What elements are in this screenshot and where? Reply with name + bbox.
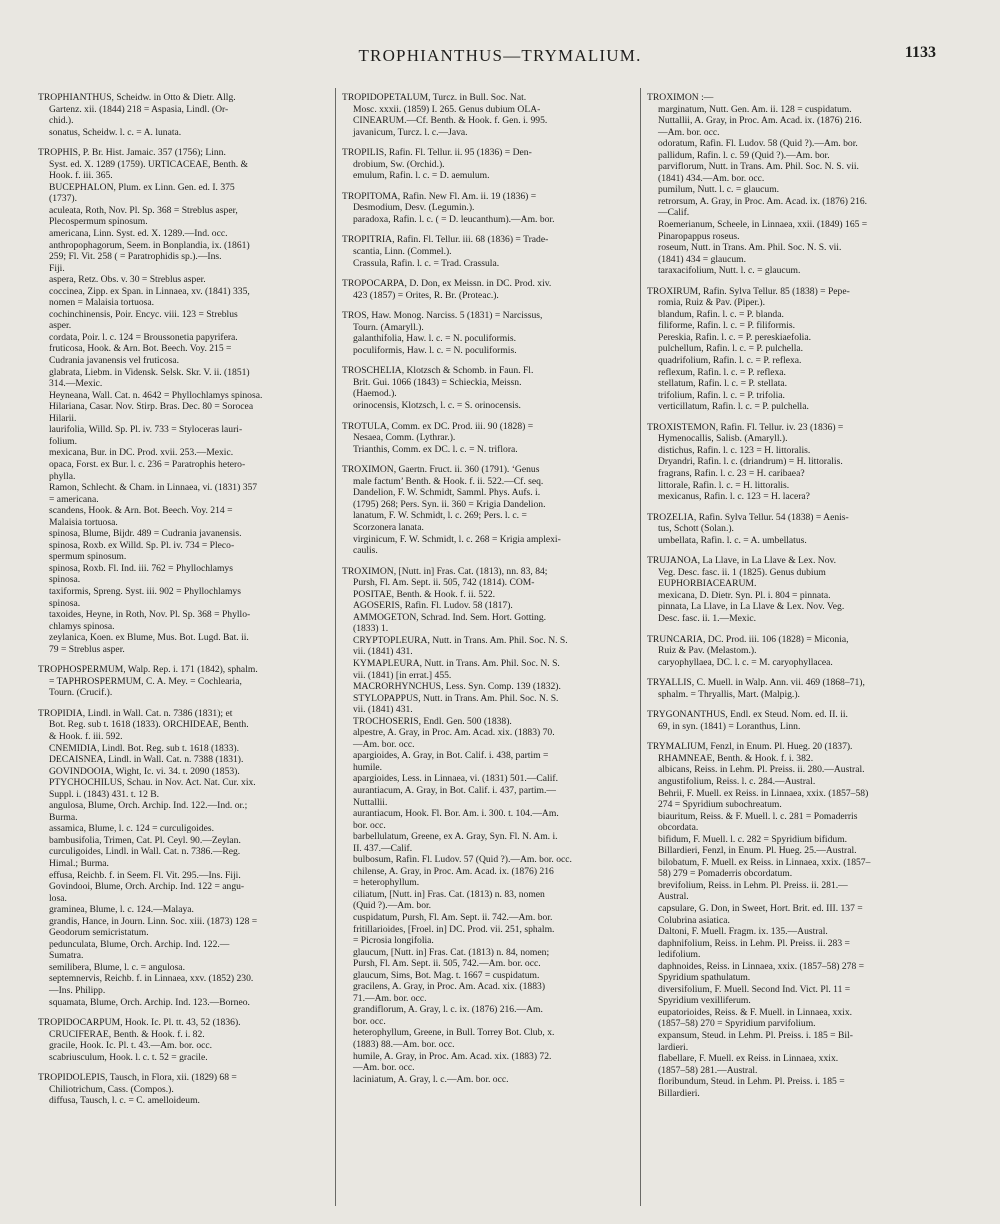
entry-line: Geodorum semicristatum. (49, 927, 149, 939)
entry-line: Malaisia tortuosa. (49, 516, 118, 528)
entry-line: (1737). (49, 193, 77, 205)
entry-heading-line: TROXIMON, [Nutt. in] Fras. Cat. (1813), nn. 83, 84; (342, 565, 548, 577)
entry-line: umbellata, Rafin. l. c. = A. umbellatus. (658, 534, 807, 546)
entry-line: parviflorum, Nutt. in Trans. Am. Phil. Soc. N. S. vii. (658, 161, 859, 173)
column-left (38, 92, 328, 1207)
index-entry (647, 555, 947, 624)
entry-line: Chiliotrichum, Cass. (Compos.). (49, 1083, 174, 1095)
entry-heading-line: TRYALLIS, C. Muell. in Walp. Ann. vii. 469 (1868–71), (647, 677, 865, 689)
index-entry (342, 464, 634, 556)
entry-line: Hymenocallis, Salisb. (Amaryll.). (658, 433, 788, 445)
entry-line: glabrata, Liebm. in Vidensk. Selsk. Skr. V. ii. (1851) (49, 366, 250, 378)
entry-line: 259; Fl. Vit. 258 ( = Paratrophidis sp.).—Ins. (49, 251, 222, 263)
entry-line: (1883) 88.—Am. bor. occ. (353, 1039, 455, 1051)
entry-heading-line: TROXIMON :— (647, 92, 714, 103)
entry-line: apargioides, Less. in Linnaea, vi. (1831) 501.—Calif. (353, 773, 558, 785)
entry-line: Desc. fasc. ii. 1.—Mexic. (658, 612, 757, 624)
entry-line: —Am. bor. occ. (353, 1062, 415, 1074)
entry-line: Daltoni, F. Muell. Fragm. ix. 135.—Austral. (658, 926, 828, 938)
entry-line: mexicanus, Rafin. l. c. 123 = H. lacera? (658, 491, 810, 503)
entry-line: Mosc. xxxii. (1859) I. 265. Genus dubium OLA- (353, 103, 541, 115)
entry-line: Pursh, Fl. Am. Sept. ii. 505, 742.—Am. bor. occ. (353, 958, 541, 970)
entry-heading-line: TROPILIS, Rafin. Fl. Tellur. ii. 95 (1836) = Den- (342, 147, 532, 159)
entry-line: 58) 279 = Pomaderris obcordatum. (658, 868, 793, 880)
entry-line: = TAPHROSPERMUM, C. A. Mey. = Cochlearia, (49, 675, 242, 687)
entry-line: filiforme, Rafin. l. c. = P. filiformis. (658, 320, 796, 332)
entry-line: Colubrina asiatica. (658, 914, 730, 926)
index-entry (647, 634, 947, 669)
entry-line: angulosa, Blume, Orch. Archip. Ind. 122.—Ind. or.; (49, 800, 248, 812)
index-entry (38, 664, 328, 699)
entry-line: Tourn. (Amaryll.). (353, 321, 424, 333)
entry-line: Spyridium spathulatum. (658, 972, 751, 984)
entry-heading-line: TRYMALIUM, Fenzl, in Enum. Pl. Hueg. 20 (1837). (647, 741, 853, 753)
entry-line: Hilarii. (49, 412, 77, 424)
entry-line: glaucum, [Nutt. in] Fras. Cat. (1813) n. 84, nomen; (353, 946, 550, 958)
entry-line: CNEMIDIA, Lindl. Bot. Reg. sub t. 1618 (1833). (49, 742, 240, 754)
entry-line: quadrifolium, Rafin. l. c. = P. reflexa. (658, 355, 802, 367)
entry-line: gracile, Hook. Ic. Pl. t. 43.—Am. bor. occ. (49, 1040, 213, 1052)
entry-line: glaucum, Sims, Bot. Mag. t. 1667 = cuspidatum. (353, 969, 540, 981)
entry-line: lardieri. (658, 1041, 689, 1053)
entry-line: Bot. Reg. sub t. 1618 (1833). ORCHIDEAE, Benth. (49, 719, 249, 731)
entry-line: Billardieri. (658, 1087, 700, 1099)
entry-line: AGOSERIS, Rafin. Fl. Ludov. 58 (1817). (353, 600, 513, 612)
entry-heading-line: TROPIDIA, Lindl. in Wall. Cat. n. 7386 (1831); et (38, 707, 233, 719)
entry-heading-line: TROXIRUM, Rafin. Sylva Tellur. 85 (1838) = Pepe- (647, 285, 850, 297)
entry-line: galanthifolia, Haw. l. c. = N. poculiformis. (353, 333, 517, 345)
entry-line: floribundum, Steud. in Lehm. Pl. Preiss. i. 185 = (658, 1076, 845, 1088)
entry-line: spinosa, Roxb. Fl. Ind. iii. 762 = Phyllochlamys (49, 562, 233, 574)
index-entry (647, 741, 947, 1099)
entry-line: vii. (1841) 431. (353, 646, 413, 658)
entry-line: orinocensis, Klotzsch, l. c. = S. orinocensis. (353, 400, 521, 412)
entry-line: curculigoides, Lindl. in Wall. Cat. n. 7386.—Reg. (49, 846, 241, 858)
entry-line: bambusifolia, Trimen, Cat. Pl. Ceyl. 90.—Zeylan. (49, 834, 241, 846)
entry-line: scantia, Linn. (Commel.). (353, 246, 452, 258)
entry-line: aurantiacum, A. Gray, in Bot. Calif. i. 437, partim.— (353, 784, 556, 796)
entry-line: taxiformis, Spreng. Syst. iii. 902 = Phyllochlamys (49, 585, 241, 597)
entry-line: sphalm. = Thryallis, Mart. (Malpig.). (658, 688, 800, 700)
entry-line: bilobatum, F. Muell. ex Reiss. in Linnaea, xxix. (1857– (658, 856, 871, 868)
entry-line: vii. (1841) 431. (353, 704, 413, 716)
entry-line: Fiji. (49, 262, 65, 274)
index-entry (342, 234, 634, 269)
entry-line: diversifolium, F. Muell. Second Ind. Vict. Pl. 11 = (658, 983, 851, 995)
entry-line: eupatorioides, Reiss. & F. Muell. in Linnaea, xxix. (658, 1006, 853, 1018)
entry-line: retrorsum, A. Gray, in Proc. Am. Acad. ix. (1876) 216. (658, 195, 868, 207)
entry-line: = heterophyllum. (353, 877, 420, 889)
entry-line: (1857–58) 281.—Austral. (658, 1064, 758, 1076)
index-entry (38, 708, 328, 1008)
entry-line: coccinea, Zipp. ex Span. in Linnaea, xv. (1841) 335, (49, 285, 250, 297)
entry-line: Spyridium vexilliferum. (658, 995, 751, 1007)
entry-line: (Quid ?).—Am. bor. (353, 900, 432, 912)
entry-line: Pereskia, Rafin. l. c. = P. pereskiaefolia. (658, 331, 812, 343)
entry-line: pumilum, Nutt. l. c. = glaucum. (658, 184, 780, 196)
entry-line: Pinaropappus roseus. (658, 230, 740, 242)
entry-line: Himal.; Burma. (49, 858, 109, 869)
entry-line: Hilariana, Casar. Nov. Stirp. Bras. Dec. 80 = Sorocea (49, 401, 254, 413)
entry-line: Syst. ed. X. 1289 (1759). URTICACEAE, Benth. & (49, 158, 249, 170)
entry-line: americana, Linn. Syst. ed. X. 1289.—Ind. occ. (49, 228, 228, 240)
page-number: 1133 (904, 44, 936, 61)
entry-line: pedunculata, Blume, Orch. Archip. Ind. 122.— (49, 938, 230, 950)
entry-line: emulum, Rafin. l. c. = D. aemulum. (353, 170, 490, 182)
entry-line: Brit. Gui. 1066 (1843) = Schieckia, Meissn. (353, 376, 522, 388)
entry-line: littorale, Rafin. l. c. = H. littoralis. (658, 479, 790, 491)
entry-line: laciniatum, A. Gray, l. c.—Am. bor. occ. (353, 1073, 509, 1085)
entry-line: paradoxa, Rafin. l. c. ( = D. leucanthum).—Am. bor. (353, 213, 555, 225)
running-head: TROPHIANTHUS—TRYMALIUM. (358, 46, 642, 65)
index-entry (647, 422, 947, 503)
entry-line: = Picrosia longifolia. (353, 935, 434, 947)
entry-line: scabriusculum, Hook. l. c. t. 52 = gracile. (49, 1051, 208, 1063)
entry-line: Veg. Desc. fasc. ii. 1 (1825). Genus dubium (658, 566, 826, 578)
entry-line: 314.—Mexic. (49, 378, 103, 390)
entry-heading-line: TROXIMON, Gaertn. Fruct. ii. 360 (1791). ‘Genus (342, 464, 540, 476)
entry-line: scandens, Hook. & Arn. Bot. Beech. Voy. 214 = (49, 505, 233, 517)
entry-line: diffusa, Tausch, l. c. = C. amelloideum. (49, 1095, 200, 1107)
entry-line: 69, in syn. (1841) = Loranthus, Linn. (658, 720, 801, 732)
entry-line: (1795) 268; Pers. Syn. ii. 360 = Krigia Dandelion. (353, 498, 546, 510)
entry-line: aculeata, Roth, Nov. Pl. Sp. 368 = Streblus asper, (49, 204, 238, 216)
entry-line: CRYPTOPLEURA, Nutt. in Trans. Am. Phil. Soc. N. S. (353, 634, 568, 646)
entry-line: fritillarioides, [Froel. in] DC. Prod. vii. 251, sphalm. (353, 923, 555, 935)
entry-line: nomen = Malaisia tortuosa. (49, 297, 155, 309)
index-entry (342, 191, 634, 226)
entry-line: Hook. f. iii. 365. (49, 170, 113, 182)
entry-line: Nuttallii, A. Gray, in Proc. Am. Acad. ix. (1876) 216. (658, 115, 862, 127)
entry-line: spermum spinosum. (49, 551, 127, 563)
entry-line: CRUCIFERAE, Benth. & Hook. f. i. 82. (49, 1028, 205, 1040)
entry-line: —Calif. (658, 207, 690, 219)
entry-line: Austral. (658, 891, 689, 903)
entry-line: spinosa, Roxb. ex Willd. Sp. Pl. iv. 734 = Pleco- (49, 539, 235, 551)
entry-line: grandiflorum, A. Gray, l. c. ix. (1876) 216.—Am. (353, 1004, 543, 1016)
entry-line: drobium, Sw. (Orchid.). (353, 158, 445, 170)
index-entry (38, 147, 328, 655)
entry-line: caulis. (353, 545, 378, 557)
index-entry (38, 92, 328, 138)
entry-line: CINEARUM.—Cf. Benth. & Hook. f. Gen. i. 995. (353, 115, 548, 127)
entry-line: biauritum, Reiss. & F. Muell. l. c. 281 = Pomaderris (658, 810, 858, 822)
entry-line: bor. occ. (353, 819, 386, 831)
entry-line: Trianthis, Comm. ex DC. l. c. = N. triflora. (353, 443, 518, 455)
entry-line: septemnervis, Reichb. f. in Linnaea, xxv. (1852) 230. (49, 973, 254, 985)
entry-line: ledifolium. (658, 949, 701, 961)
entry-line: heterophyllum, Greene, in Bull. Torrey Bot. Club, x. (353, 1027, 555, 1039)
column-middle (342, 92, 634, 1207)
entry-line: Suppl. i. (1843) 431. t. 12 B. (49, 788, 160, 800)
entry-line: mexicana, Bur. in DC. Prod. xvii. 253.—Mexic. (49, 447, 234, 459)
entry-line: graminea, Blume, l. c. 124.—Malaya. (49, 904, 194, 916)
entry-line: blandum, Rafin. l. c. = P. blanda. (658, 308, 784, 320)
entry-line: brevifolium, Reiss. in Lehm. Pl. Preiss. ii. 281.— (658, 879, 848, 891)
entry-line: PTYCHOCHILUS, Schau. in Nov. Act. Nat. Cur. xix. (49, 777, 256, 789)
entry-line: (1833) 1. (353, 623, 389, 635)
entry-line: spinosa, Blume, Bijdr. 489 = Cudrania javanensis. (49, 528, 242, 540)
entry-line: KYMAPLEURA, Nutt. in Trans. Am. Phil. Soc. N. S. (353, 657, 560, 669)
index-entry (647, 286, 947, 413)
entry-line: —Ins. Philipp. (49, 985, 106, 997)
entry-line: (1841) 434 = glaucum. (658, 253, 747, 265)
entry-line: Dandelion, F. W. Schmidt, Samml. Phys. Aufs. i. (353, 487, 541, 499)
entry-line: 79 = Streblus asper. (49, 643, 125, 655)
entry-line: marginatum, Nutt. Gen. Am. ii. 128 = cuspidatum. (658, 103, 852, 115)
entry-line: pinnata, La Llave, in La Llave & Lex. Nov. Veg. (658, 601, 845, 613)
entry-line: MACRORHYNCHUS, Less. Syn. Comp. 139 (1832). (353, 681, 561, 693)
entry-line: STYLOPAPPUS, Nutt. in Trans. Am. Phil. Soc. N. S. (353, 692, 559, 704)
entry-line: Crassula, Rafin. l. c. = Trad. Crassula. (353, 257, 500, 269)
entry-line: squamata, Blume, Orch. Archip. Ind. 123.—Borneo. (49, 996, 250, 1008)
entry-line: 423 (1857) = Orites, R. Br. (Proteac.). (353, 289, 499, 301)
entry-line: —Am. bor. occ. (658, 126, 720, 138)
entry-heading-line: TROS, Haw. Monog. Narciss. 5 (1831) = Narcissus, (342, 310, 543, 322)
entry-line: Nuttallii. (353, 796, 388, 808)
entry-heading-line: TROTULA, Comm. ex DC. Prod. iii. 90 (1828) = (342, 420, 534, 432)
entry-line: pulchellum, Rafin. l. c. = P. pulchella. (658, 343, 804, 355)
entry-line: humile. (353, 761, 383, 773)
entry-line: (1841) 434.—Am. bor. occ. (658, 172, 765, 184)
entry-heading-line: TROPITOMA, Rafin. New Fl. Am. ii. 19 (1836) = (342, 190, 537, 202)
entry-line: capsulare, G. Don, in Sweet, Hort. Brit. ed. III. 137 = (658, 903, 863, 914)
index-entry (647, 709, 947, 732)
entry-line: BUCEPHALON, Plum. ex Linn. Gen. ed. I. 375 (49, 181, 235, 193)
entry-line: javanicum, Turcz. l. c.—Java. (353, 126, 468, 138)
index-entry (647, 512, 947, 547)
index-entry (647, 92, 947, 277)
entry-line: romia, Ruiz & Pav. (Piper.). (658, 297, 766, 309)
index-entry (342, 147, 634, 182)
entry-line: Tourn. (Crucif.). (49, 687, 113, 699)
entry-heading-line: TROSCHELIA, Klotzsch & Schomb. in Faun. Fl. (342, 365, 534, 377)
entry-line: lanatum, F. W. Schmidt, l. c. 269; Pers. l. c. = (353, 510, 527, 522)
entry-line: zeylanica, Koen. ex Blume, Mus. Bot. Lugd. Bat. ii. (49, 632, 249, 644)
entry-line: obcordata. (658, 822, 699, 834)
entry-line: trifolium, Rafin. l. c. = P. trifolia. (658, 389, 785, 401)
entry-line: reflexum, Rafin. l. c. = P. reflexa. (658, 366, 786, 378)
entry-line: expansum, Steud. in Lehm. Pl. Preiss. i. 185 = Bil- (658, 1030, 853, 1042)
entry-line: assamica, Blume, l. c. 124 = curculigoides. (49, 823, 215, 835)
entry-line: Burma. (49, 811, 78, 823)
entry-line: cordata, Poir. l. c. 124 = Broussonetia papyrifera. (49, 331, 238, 343)
entry-line: odoratum, Rafin. Fl. Ludov. 58 (Quid ?).—Am. bor. (658, 138, 858, 150)
entry-line: verticillatum, Rafin. l. c. = P. pulchella. (658, 401, 809, 413)
entry-heading-line: TROPITRIA, Rafin. Fl. Tellur. iii. 68 (1836) = Trade- (342, 234, 549, 246)
entry-line: Plecospermum spinosum. (49, 216, 148, 228)
entry-line: ciliatum, [Nutt. in] Fras. Cat. (1813) n. 83, nomen (353, 888, 545, 900)
index-entry (342, 310, 634, 356)
entry-heading-line: TROPHIANTHUS, Scheidw. in Otto & Dietr. Allg. (38, 92, 236, 103)
entry-line: semilibera, Blume, l. c. = angulosa. (49, 961, 185, 973)
entry-line: Desmodium, Desv. (Legumin.). (353, 202, 475, 214)
entry-line: fragrans, Rafin. l. c. 23 = H. caribaea? (658, 467, 805, 479)
entry-line: folium. (49, 435, 77, 447)
entry-line: Behrii, F. Muell. ex Reiss. in Linnaea, xxix. (1857–58) (658, 787, 869, 799)
entry-line: tus, Schott (Solan.). (658, 523, 734, 535)
entry-line: Sumatra. (49, 950, 84, 962)
index-entry (342, 92, 634, 138)
column-rule (640, 88, 641, 1206)
entry-line: roseum, Nutt. in Trans. Am. Phil. Soc. N. S. vii. (658, 242, 842, 254)
entry-line: Heyneana, Wall. Cat. n. 4642 = Phyllochlamys spinosa. (49, 389, 263, 401)
entry-line: spinosa. (49, 597, 81, 609)
entry-line: laurifolia, Willd. Sp. Pl. iv. 733 = Styloceras lauri- (49, 424, 243, 436)
entry-line: mexicana, D. Dietr. Syn. Pl. i. 804 = pinnata. (658, 589, 831, 601)
entry-line: Cudrania javanensis vel fruticosa. (49, 355, 180, 367)
entry-line: vii. (1841) [in errat.] 455. (353, 669, 452, 681)
entry-heading-line: TROPHOSPERMUM, Walp. Rep. i. 171 (1842), sphalm. (38, 664, 258, 676)
entry-heading-line: TROZELIA, Rafin. Sylva Tellur. 54 (1838) = Aenis- (647, 511, 849, 523)
entry-line: daphnifolium, Reiss. in Lehm. Pl. Preiss. ii. 283 = (658, 937, 850, 949)
entry-line: DECAISNEA, Lindl. in Wall. Cat. n. 7388 (1831). (49, 754, 244, 766)
entry-line: virginicum, F. W. Schmidt, l. c. 268 = Krigia amplexi- (353, 533, 561, 545)
entry-line: chlamys spinosa. (49, 620, 115, 632)
entry-line: Pursh, Fl. Am. Sept. ii. 505, 742 (1814). COM- (353, 577, 535, 589)
entry-line: chid.). (49, 115, 74, 127)
column-rule (335, 88, 336, 1206)
entry-line: humile, A. Gray, in Proc. Am. Acad. xix. (1883) 72. (353, 1050, 552, 1062)
entry-line: Billardieri, Fenzl, in Enum. Pl. Hueg. 25.—Austral. (658, 845, 857, 857)
entry-line: grandis, Hance, in Journ. Linn. Soc. xiii. (1873) 128 = (49, 915, 258, 927)
column-right (647, 92, 947, 1207)
entry-line: 71.—Am. bor. occ. (353, 992, 427, 1004)
entry-line: losa. (49, 892, 67, 904)
entry-line: Dryandri, Rafin. l. c. (driandrum) = H. littoralis. (658, 456, 843, 468)
index-entry (342, 421, 634, 456)
entry-line: Gartenz. xii. (1844) 218 = Aspasia, Lindl. (Or- (49, 103, 229, 115)
entry-line: TROCHOSERIS, Endl. Gen. 500 (1838). (353, 715, 512, 727)
entry-line: AMMOGETON, Schrad. Ind. Sem. Hort. Gotting. (353, 611, 547, 623)
entry-line: —Am. bor. occ. (353, 738, 415, 750)
entry-line: bulbosum, Rafin. Fl. Ludov. 57 (Quid ?).—Am. bor. occ. (353, 854, 572, 866)
entry-line: chilense, A. Gray, in Proc. Am. Acad. ix. (1876) 216 (353, 865, 554, 877)
entry-line: II. 437.—Calif. (353, 842, 413, 854)
entry-line: POSITAE, Benth. & Hook. f. ii. 522. (353, 588, 496, 600)
entry-line: distichus, Rafin. l. c. 123 = H. littoralis. (658, 444, 811, 456)
index-entry (342, 365, 634, 411)
entry-line: (1857–58) 270 = Spyridium parvifolium. (658, 1018, 816, 1030)
entry-line: male factum’ Benth. & Hook. f. ii. 522.—Cf. seq. (353, 475, 544, 487)
entry-line: RHAMNEAE, Benth. & Hook. f. i. 382. (658, 752, 814, 764)
entry-line: (Haemod.). (353, 388, 397, 400)
entry-line: Govindooi, Blume, Orch. Archip. Ind. 122 = angu- (49, 881, 245, 893)
entry-line: fruticosa, Hook. & Arn. Bot. Beech. Voy. 215 = (49, 343, 232, 355)
entry-heading-line: TROPIDOPETALUM, Turcz. in Bull. Soc. Nat. (342, 92, 527, 103)
entry-line: GOVINDOOIA, Wight, Ic. vi. 34. t. 2090 (1853). (49, 765, 240, 777)
entry-heading-line: TROPOCARPA, D. Don, ex Meissn. in DC. Prod. xiv. (342, 278, 552, 290)
entry-line: alpestre, A. Gray, in Proc. Am. Acad. xix. (1883) 70. (353, 727, 555, 739)
entry-line: Ruiz & Pav. (Melastom.). (658, 645, 757, 657)
entry-line: = americana. (49, 493, 99, 505)
entry-heading-line: TRUNCARIA, DC. Prod. iii. 106 (1828) = Miconia, (647, 633, 849, 645)
entry-line: 274 = Spyridium subochreatum. (658, 799, 782, 811)
entry-line: taxoides, Heyne, in Roth, Nov. Pl. Sp. 368 = Phyllo- (49, 609, 251, 621)
entry-line: Ramon, Schlecht. & Cham. in Linnaea, vi. (1831) 357 (49, 482, 258, 494)
entry-line: pallidum, Rafin. l. c. 59 (Quid ?).—Am. bor. (658, 149, 830, 161)
entry-line: Scorzonera lanata. (353, 521, 424, 533)
entry-line: cochinchinensis, Poir. Encyc. viii. 123 = Streblus (49, 308, 238, 320)
entry-line: daphnoides, Reiss. in Linnaea, xxix. (1857–58) 278 = (658, 960, 865, 972)
entry-line: opaca, Forst. ex Bur. l. c. 236 = Paratrophis hetero- (49, 458, 246, 470)
entry-line: gracilens, A. Gray, in Proc. Am. Acad. xix. (1883) (353, 981, 546, 993)
entry-line: anthropophagorum, Seem. in Bonplandia, ix. (1861) (49, 239, 250, 251)
entry-line: apargioides, A. Gray, in Bot. Calif. i. 438, partim = (353, 750, 549, 762)
entry-line: & Hook. f. iii. 592. (49, 730, 123, 742)
entry-line: spinosa. (49, 574, 81, 586)
index-entry (342, 566, 634, 1086)
entry-heading-line: TRYGONANTHUS, Endl. ex Steud. Nom. ed. II. ii. (647, 709, 848, 721)
entry-heading-line: TROPIDOCARPUM, Hook. Ic. Pl. tt. 43, 52 (1836). (38, 1017, 241, 1029)
entry-heading-line: TRUJANOA, La Llave, in La Llave & Lex. Nov. (647, 555, 837, 567)
entry-line: sonatus, Scheidw. l. c. = A. lunata. (49, 126, 182, 138)
entry-line: stellatum, Rafin. l. c. = P. stellata. (658, 378, 788, 390)
entry-line: effusa, Reichb. f. in Seem. Fl. Vit. 295.—Ins. Fiji. (49, 869, 241, 881)
entry-line: albicans, Reiss. in Lehm. Pl. Preiss. ii. 280.—Austral. (658, 764, 865, 776)
entry-line: flabellare, F. Muell. ex Reiss. in Linnaea, xxix. (658, 1053, 839, 1065)
entry-line: EUPHORBIACEARUM. (658, 578, 757, 590)
index-entry (342, 278, 634, 301)
entry-line: bor. occ. (353, 1015, 386, 1027)
entry-heading-line: TROPIDOLEPIS, Tausch, in Flora, xii. (1829) 68 = (38, 1072, 237, 1084)
index-entry (38, 1072, 328, 1107)
entry-line: bifidum, F. Muell. l. c. 282 = Spyridium bifidum. (658, 833, 848, 845)
entry-heading-line: TROXISTEMON, Rafin. Fl. Tellur. iv. 23 (1836) = (647, 421, 844, 433)
entry-line: cuspidatum, Pursh, Fl. Am. Sept. ii. 742.—Am. bor. (353, 912, 553, 923)
entry-line: asper. (49, 320, 72, 332)
entry-line: angustifolium, Reiss. l. c. 284.—Austral. (658, 775, 816, 787)
entry-line: caryophyllaea, DC. l. c. = M. caryophyllacea. (658, 656, 833, 668)
entry-line: Nesaea, Comm. (Lythrar.). (353, 432, 456, 444)
entry-line: poculiformis, Haw. l. c. = N. poculiformis. (353, 344, 517, 356)
index-entry (647, 677, 947, 700)
entry-line: phylla. (49, 470, 76, 482)
entry-line: aurantiacum, Hook. Fl. Bor. Am. i. 300. t. 104.—Am. (353, 808, 559, 820)
entry-line: barbellulatum, Greene, ex A. Gray, Syn. Fl. N. Am. i. (353, 831, 558, 843)
entry-line: aspera, Retz. Obs. v. 30 = Streblus asper. (49, 274, 206, 286)
entry-heading-line: TROPHIS, P. Br. Hist. Jamaic. 357 (1756); Linn. (38, 147, 226, 159)
index-entry (38, 1017, 328, 1063)
entry-line: Roemerianum, Scheele, in Linnaea, xxii. (1849) 165 = (658, 219, 868, 231)
entry-line: taraxacifolium, Nutt. l. c. = glaucum. (658, 265, 801, 277)
